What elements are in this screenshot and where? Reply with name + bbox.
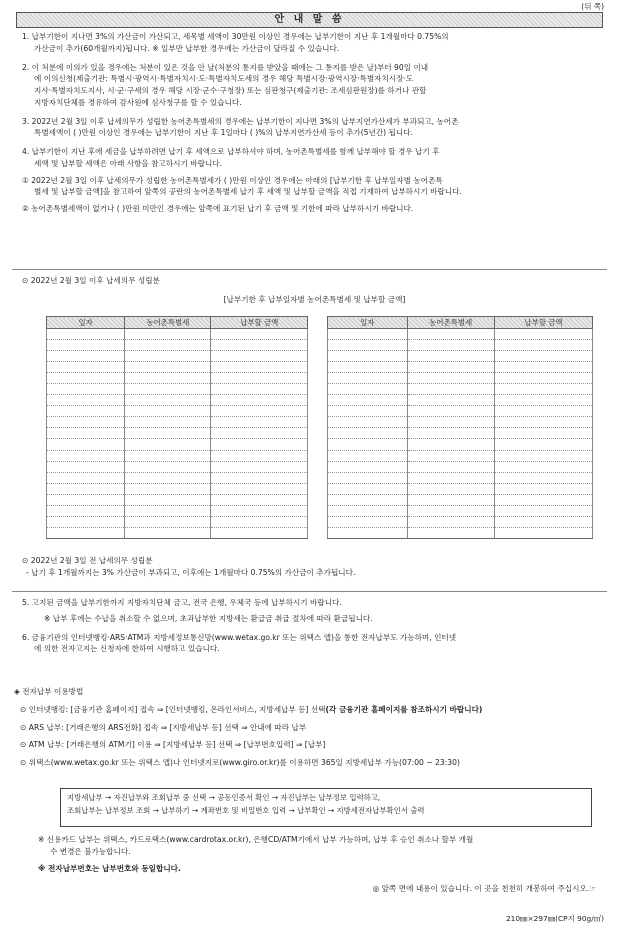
item-4-sub1: ① 2022년 2월 3일 이후 납세의무가 성립한 농어촌특별세가 ( )만원 이상인 경우에는 아래의 [납부기한 후 납부일자별 농어촌특 <box>22 175 443 185</box>
table-cell <box>328 472 408 483</box>
notice-items <box>22 31 607 215</box>
item-3-cont: 특별세액이 ( )만원 이상인 경우에는 납부기한이 지난 후 1일마다 ( )%의 납부지연가산세 등이 추가(5년간) 됩니다. <box>34 128 413 138</box>
table-row <box>47 483 308 494</box>
table-cell <box>211 516 308 527</box>
table-cell <box>211 417 308 428</box>
notice-items-2 <box>22 597 607 655</box>
item-2-line2: 에 이의신청(제출기관: 특별시·광역시·특별자치시·도·특별자치도세의 경우 해당 특별시장·광역시장·특별자치시장·도 <box>34 74 414 84</box>
item-6: 6. 금융기관의 인터넷뱅킹·ARS·ATM과 지방세정보통신망(www.wetax.go.kr 또는 위택스 앱)을 통한 전자납부도 가능하며, 인터넷 <box>22 632 457 642</box>
table-cell <box>328 494 408 505</box>
table-cell <box>125 395 211 406</box>
table-row <box>47 329 308 340</box>
paper-spec: 210㎜×297㎜(CP지 90g/㎡) <box>505 914 604 923</box>
table-cell <box>407 340 494 351</box>
note-epay-number: ※ 전자납부번호는 납부번호와 동일합니다. <box>38 863 181 873</box>
table-row <box>47 395 308 406</box>
table-cell <box>328 406 408 417</box>
table-cell <box>125 428 211 439</box>
table-cell <box>407 417 494 428</box>
table-cell <box>211 351 308 362</box>
table-cell <box>211 472 308 483</box>
table-cell <box>494 406 592 417</box>
table-cell <box>47 384 125 395</box>
table-cell <box>328 439 408 450</box>
notice-title: 안 내 말 씀 <box>16 12 603 28</box>
item-5-note: ※ 납부 후에는 수납을 취소할 수 없으며, 초과납부한 지방세는 환급금 취급 절차에 따라 환급됩니다. <box>44 613 373 623</box>
table-cell <box>407 527 494 538</box>
table-cell <box>494 494 592 505</box>
table-cell <box>125 340 211 351</box>
header-amount: 납부할 금액 <box>211 317 308 329</box>
table-cell <box>125 384 211 395</box>
table-cell <box>407 461 494 472</box>
item-1: 1. 납부기한이 지나면 3%의 가산금이 가산되고, 세목별 세액이 30만원 이상인 경우에는 납부기한이 지난 후 1개월마다 0.75%의 <box>22 32 449 41</box>
table-cell <box>328 395 408 406</box>
table-cell <box>328 516 408 527</box>
notes-section <box>38 834 598 874</box>
wetax-steps-box <box>60 788 592 827</box>
table-cell <box>211 428 308 439</box>
table-cell <box>211 395 308 406</box>
table-row <box>328 329 593 340</box>
table-row <box>47 439 308 450</box>
divider-1 <box>12 269 607 270</box>
after-title: ⊙ 2022년 2월 3일 이후 납세의무 성립분 <box>22 276 160 285</box>
item-4-cont: 세액 및 납부할 세액은 아래 사항을 참고하시기 바랍니다. <box>34 158 223 168</box>
table-cell <box>125 439 211 450</box>
table-cell <box>125 483 211 494</box>
table-cell <box>47 373 125 384</box>
table-cell <box>211 494 308 505</box>
table-row <box>328 340 593 351</box>
table-row <box>328 505 593 516</box>
before-section <box>22 555 607 579</box>
table-cell <box>125 417 211 428</box>
epay-section <box>14 686 599 769</box>
table-cell <box>407 406 494 417</box>
table-row <box>328 472 593 483</box>
table-cell <box>328 329 408 340</box>
table-row <box>47 340 308 351</box>
table-row <box>328 494 593 505</box>
table-cell <box>47 472 125 483</box>
wetax-steps-line2: 조회납부는 납부정보 조회 → 납부하기 → 계좌번호 및 비밀번호 입력 → 납부확인 → 지방세전자납부확인서 출력 <box>67 805 425 815</box>
table-cell <box>328 351 408 362</box>
epay-title: ◈ 전자납부 이용방법 <box>14 687 84 696</box>
table-cell <box>211 505 308 516</box>
table-row <box>47 494 308 505</box>
table-cell <box>407 428 494 439</box>
table-cell <box>494 472 592 483</box>
table-cell <box>407 329 494 340</box>
item-5: 5. 고지된 금액을 납부기한까지 지방자치단체 금고, 전국 은행, 우체국 등에 납부하시기 바랍니다. <box>22 598 342 607</box>
table-cell <box>328 483 408 494</box>
table-cell <box>125 351 211 362</box>
table-cell <box>47 439 125 450</box>
wetax-steps-line1: 지방세납부 → 자진납부와 조회납부 중 선택 → 공동인증서 확인 → 자진납부는 납부정보 입력하고, <box>67 793 381 802</box>
table-row <box>47 505 308 516</box>
table-cell <box>125 362 211 373</box>
table-row <box>47 384 308 395</box>
table-cell <box>211 362 308 373</box>
table-row <box>328 450 593 461</box>
table-row <box>47 527 308 538</box>
table-cell <box>328 362 408 373</box>
table-cell <box>407 373 494 384</box>
table-cell <box>47 395 125 406</box>
table-cell <box>328 340 408 351</box>
table-row <box>328 384 593 395</box>
table-cell <box>494 329 592 340</box>
table-row <box>328 373 593 384</box>
table-cell <box>125 329 211 340</box>
table-row <box>47 472 308 483</box>
table-cell <box>328 417 408 428</box>
epay-internet-note: (각 금융기관 홈페이지를 참조하시기 바랍니다) <box>325 704 483 714</box>
table-cell <box>328 373 408 384</box>
before-text: - 납기 후 1개월까지는 3% 가산금이 부과되고, 이후에는 1개월마다 0.75%의 가산금이 추가됩니다. <box>26 567 356 577</box>
table-cell <box>211 461 308 472</box>
table-row <box>328 439 593 450</box>
table-cell <box>47 494 125 505</box>
table-cell <box>125 461 211 472</box>
table-cell <box>125 516 211 527</box>
table-cell <box>211 439 308 450</box>
table-cell <box>328 450 408 461</box>
table-cell <box>125 494 211 505</box>
table-cell <box>494 527 592 538</box>
table-row <box>328 461 593 472</box>
table-cell <box>125 527 211 538</box>
table-cell <box>47 527 125 538</box>
table-cell <box>407 351 494 362</box>
table-cell <box>494 516 592 527</box>
table-cell <box>47 406 125 417</box>
table-cell <box>494 395 592 406</box>
table-cell <box>125 472 211 483</box>
header-date: 일자 <box>47 317 125 329</box>
table-cell <box>328 505 408 516</box>
table-cell <box>494 450 592 461</box>
table-cell <box>407 494 494 505</box>
open-instruction: ◎ 앞쪽 면에 내용이 있습니다. 이 곳을 천천히 개봉하여 주십시오.☞ <box>372 884 596 893</box>
table-cell <box>47 483 125 494</box>
table-cell <box>47 428 125 439</box>
table-cell <box>494 362 592 373</box>
item-2: 2. 이 처분에 이의가 있을 경우에는 처분이 있은 것을 안 날(처분의 통지를 받았을 때에는 그 통지를 받은 날)부터 90일 이내 <box>22 62 429 72</box>
table-cell <box>47 417 125 428</box>
table-cell <box>211 450 308 461</box>
epay-wetax: ⊙ 위택스(www.wetax.go.kr 또는 위택스 앱)나 인터넷지로(www.giro.or.kr)를 이용하면 365일 지방세납부 가능(07:00 ~ 23:30) <box>20 758 460 768</box>
epay-atm: ⊙ ATM 납부: [거래은행의 ATM기] 이용 ⇒ [지방세납부 등] 선택 ⇒ [납부번호입력] ⇒ [납부] <box>20 740 326 750</box>
table-cell <box>407 483 494 494</box>
table-cell <box>211 340 308 351</box>
table-title: [납부기한 후 납부일자별 농어촌특별세 및 납부할 금액] <box>223 294 406 304</box>
table-cell <box>407 384 494 395</box>
table-cell <box>494 461 592 472</box>
table-row <box>47 417 308 428</box>
table-row <box>328 406 593 417</box>
table-cell <box>47 516 125 527</box>
table-cell <box>494 439 592 450</box>
payment-table-right <box>327 316 593 539</box>
item-1-cont: 가산금이 추가(60개월까지)됩니다. ※ 일부만 납부한 경우에는 가산금이 달라질 수 있습니다. <box>34 43 340 53</box>
table-cell <box>407 472 494 483</box>
table-cell <box>407 439 494 450</box>
table-cell <box>47 329 125 340</box>
table-row <box>47 373 308 384</box>
after-section <box>22 275 607 306</box>
note-credit-card: ※ 신용카드 납부는 위택스, 카드로택스(www.cardrotax.or.kr), 은행CD/ATM기에서 납부 가능하며, 납부 후 승인 취소나 할부 개월 <box>38 835 474 844</box>
table-cell <box>328 527 408 538</box>
table-cell <box>47 340 125 351</box>
table-row <box>47 428 308 439</box>
table-row <box>47 461 308 472</box>
table-cell <box>211 329 308 340</box>
item-4-sub2: ② 농어촌특별세액이 없거나 ( )만원 미만인 경우에는 앞쪽에 표기된 납기 후 금액 및 기한에 따라 납부하시기 바랍니다. <box>22 204 414 214</box>
table-cell <box>328 384 408 395</box>
table-cell <box>407 516 494 527</box>
item-2-line3: 지사·특별자치도지사, 시·군·구세의 경우 해당 시장·군수·구청장) 또는 심판청구(제출기관: 조세심판원장)를 하거나 관할 <box>34 86 427 96</box>
table-cell <box>328 428 408 439</box>
payment-table-left <box>46 316 308 539</box>
table-cell <box>47 450 125 461</box>
table-cell <box>494 483 592 494</box>
item-4: 4. 납부기한이 지난 후에 세금을 납부하려면 납기 후 세액으로 납부하셔야 하며, 농어촌특별세를 함께 납부해야 할 경우 납기 후 <box>22 147 440 157</box>
table-row <box>47 406 308 417</box>
table-cell <box>211 406 308 417</box>
item-2-line4: 지방자치단체를 경유하여 감사원에 심사청구를 할 수 있습니다. <box>34 97 242 107</box>
table-cell <box>407 450 494 461</box>
table-row <box>328 395 593 406</box>
table-cell <box>211 373 308 384</box>
table-row <box>328 351 593 362</box>
divider-2 <box>12 591 607 592</box>
table-cell <box>494 417 592 428</box>
table-cell <box>125 505 211 516</box>
table-cell <box>47 461 125 472</box>
table-cell <box>328 461 408 472</box>
table-row <box>47 362 308 373</box>
note-credit-card-cont: 수 변경은 불가능합니다. <box>50 846 131 856</box>
epay-ars: ⊙ ARS 납부: [거래은행의 ARS전화] 접속 ⇒ [지방세납부 등] 선택 ⇒ 안내에 따라 납부 <box>20 722 307 732</box>
table-cell <box>125 373 211 384</box>
item-6-cont: 에 의한 전자고지는 신청자에 한하여 시행하고 있습니다. <box>34 644 220 654</box>
table-cell <box>47 505 125 516</box>
before-title: ⊙ 2022년 2월 3일 전 납세의무 성립분 <box>22 556 153 565</box>
item-4-sub1-cont: 별세 및 납부할 금액]을 참고하여 앞쪽의 공란의 농어촌특별세 납기 후 세액 및 납부할 금액을 직접 기재하여 납부하시기 바랍니다. <box>34 187 462 197</box>
table-cell <box>407 395 494 406</box>
table-cell <box>211 483 308 494</box>
table-cell <box>494 505 592 516</box>
item-3: 3. 2022년 2월 3일 이후 납세의무가 성립한 농어촌특별세의 경우에는 납부기한이 지나면 3%의 납부지연가산세가 부과되고, 농어촌 <box>22 116 459 126</box>
table-cell <box>211 527 308 538</box>
table-row <box>47 516 308 527</box>
header-date: 일자 <box>328 317 408 329</box>
header-amount: 납부할 금액 <box>494 317 592 329</box>
table-cell <box>494 351 592 362</box>
table-row <box>328 362 593 373</box>
table-cell <box>407 362 494 373</box>
table-row <box>47 351 308 362</box>
table-cell <box>211 384 308 395</box>
table-cell <box>125 406 211 417</box>
table-cell <box>494 373 592 384</box>
table-row <box>47 450 308 461</box>
table-cell <box>47 351 125 362</box>
table-cell <box>47 362 125 373</box>
epay-internet-banking <box>14 704 599 716</box>
table-row <box>328 527 593 538</box>
table-row <box>328 428 593 439</box>
table-cell <box>494 340 592 351</box>
header-special-tax: 농어촌특별세 <box>407 317 494 329</box>
table-row <box>328 516 593 527</box>
table-cell <box>125 450 211 461</box>
table-cell <box>494 428 592 439</box>
page-label: (뒤 쪽) <box>581 2 604 11</box>
table-row <box>328 483 593 494</box>
table-cell <box>494 384 592 395</box>
table-cell <box>407 505 494 516</box>
table-row <box>328 417 593 428</box>
header-special-tax: 농어촌특별세 <box>125 317 211 329</box>
epay-internet-text: ⊙ 인터넷뱅킹: [금융기관 홈페이지] 접속 ⇒ [인터넷뱅킹, 온라인서비스, 지방세납부 등] 선택 <box>20 704 326 714</box>
